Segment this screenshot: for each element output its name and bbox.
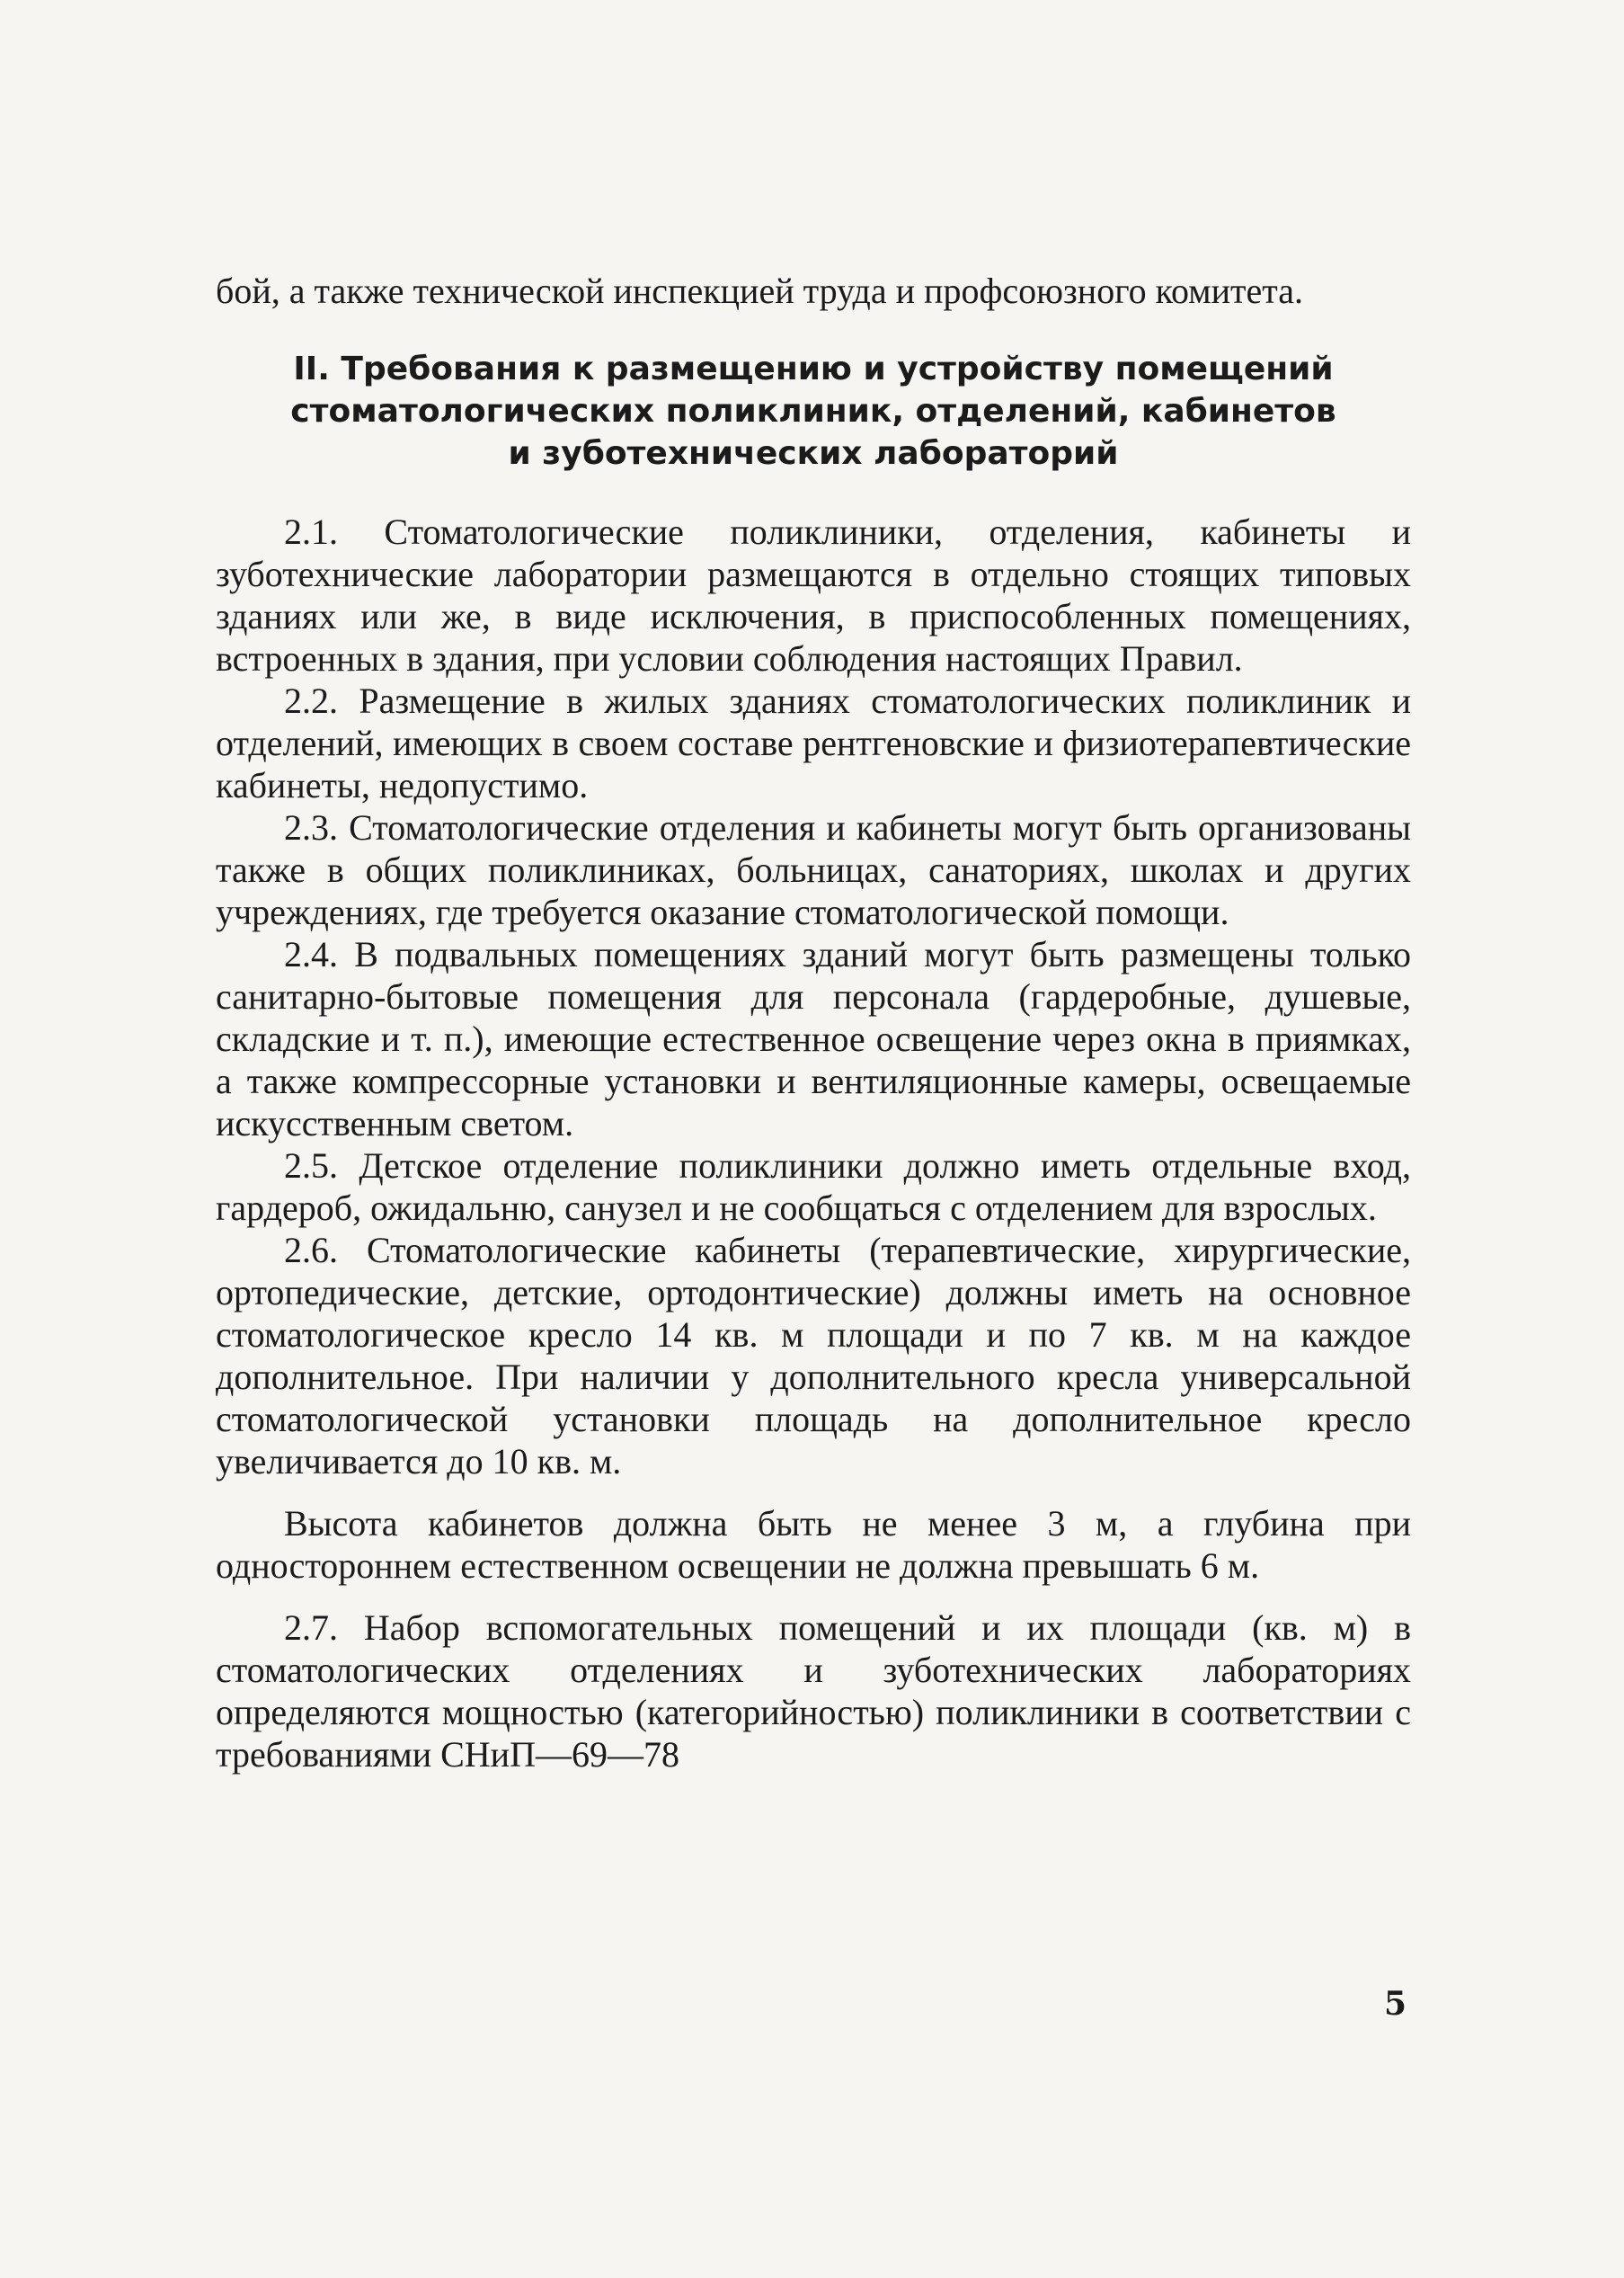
intro-paragraph: бой, а также технической инспекцией труда и профсоюзного комитета. — [216, 271, 1303, 311]
section-heading-line-3: и зуботехнических лабораторий — [508, 435, 1119, 472]
paragraph-2-6-height: Высота кабинетов должна быть не менее 3 м, а глубина при одностороннем естественном освещении не должна превышать 6 м. — [216, 1503, 1411, 1586]
section-heading-line-1: II. Требования к размещению и устройству помещений — [293, 351, 1334, 387]
paragraph-2-5: 2.5. Детское отделение поликлиники должно иметь отдельные вход, гардероб, ожидальню, санузел и не сообщаться с отделением для взрослых. — [216, 1145, 1411, 1228]
paragraph-2-1: 2.1. Стоматологические поликлиники, отделения, кабинеты и зуботехнические лаборатории размещаются в отдельно стоящих типовых зданиях или же, в виде исключения, в приспособленных помещениях, встроенных в здания, при условии соблюдения настоящих Правил. — [216, 512, 1411, 679]
paragraph-2-7: 2.7. Набор вспомогательных помещений и их площади (кв. м) в стоматологических отделениях и зуботехнических лабораториях определяются мощностью (категорийностью) поликлиники в соответствии с требованиями СНиП—69—78 — [216, 1607, 1411, 1775]
paragraph-2-2: 2.2. Размещение в жилых зданиях стоматологических поликлиник и отделений, имеющих в своем составе рентгеновские и физиотерапевтические кабинеты, недопустимо. — [216, 681, 1411, 805]
section-body — [216, 511, 1411, 1775]
section-heading-line-2: стоматологических поликлиник, отделений, кабинетов — [290, 393, 1336, 430]
paragraph-2-6: 2.6. Стоматологические кабинеты (терапевтические, хирургические, ортопедические, детские, ортодонтические) должны иметь на основное стоматологическое кресло 14 кв. м площади и по 7 кв. м на каждое дополнительное. При наличии у дополнительного кресла универсальной стоматологической установки площадь на дополнительное кресло увеличивается до 10 кв. м. — [216, 1230, 1411, 1482]
section-heading — [216, 348, 1411, 475]
paragraph-2-3: 2.3. Стоматологические отделения и кабинеты могут быть организованы также в общих поликлиниках, больницах, санаториях, школах и других учреждениях, где требуется оказание стоматологической помощи. — [216, 807, 1411, 932]
page-number: 5 — [1384, 1985, 1407, 2023]
document-page — [216, 270, 1411, 1775]
paragraph-2-4: 2.4. В подвальных помещениях зданий могут быть размещены только санитарно-бытовые помещения для персонала (гардеробные, душевые, складские и т. п.), имеющие естественное освещение через окна в приямках, а также компрессорные установки и вентиляционные камеры, освещаемые искусственным светом. — [216, 934, 1411, 1143]
